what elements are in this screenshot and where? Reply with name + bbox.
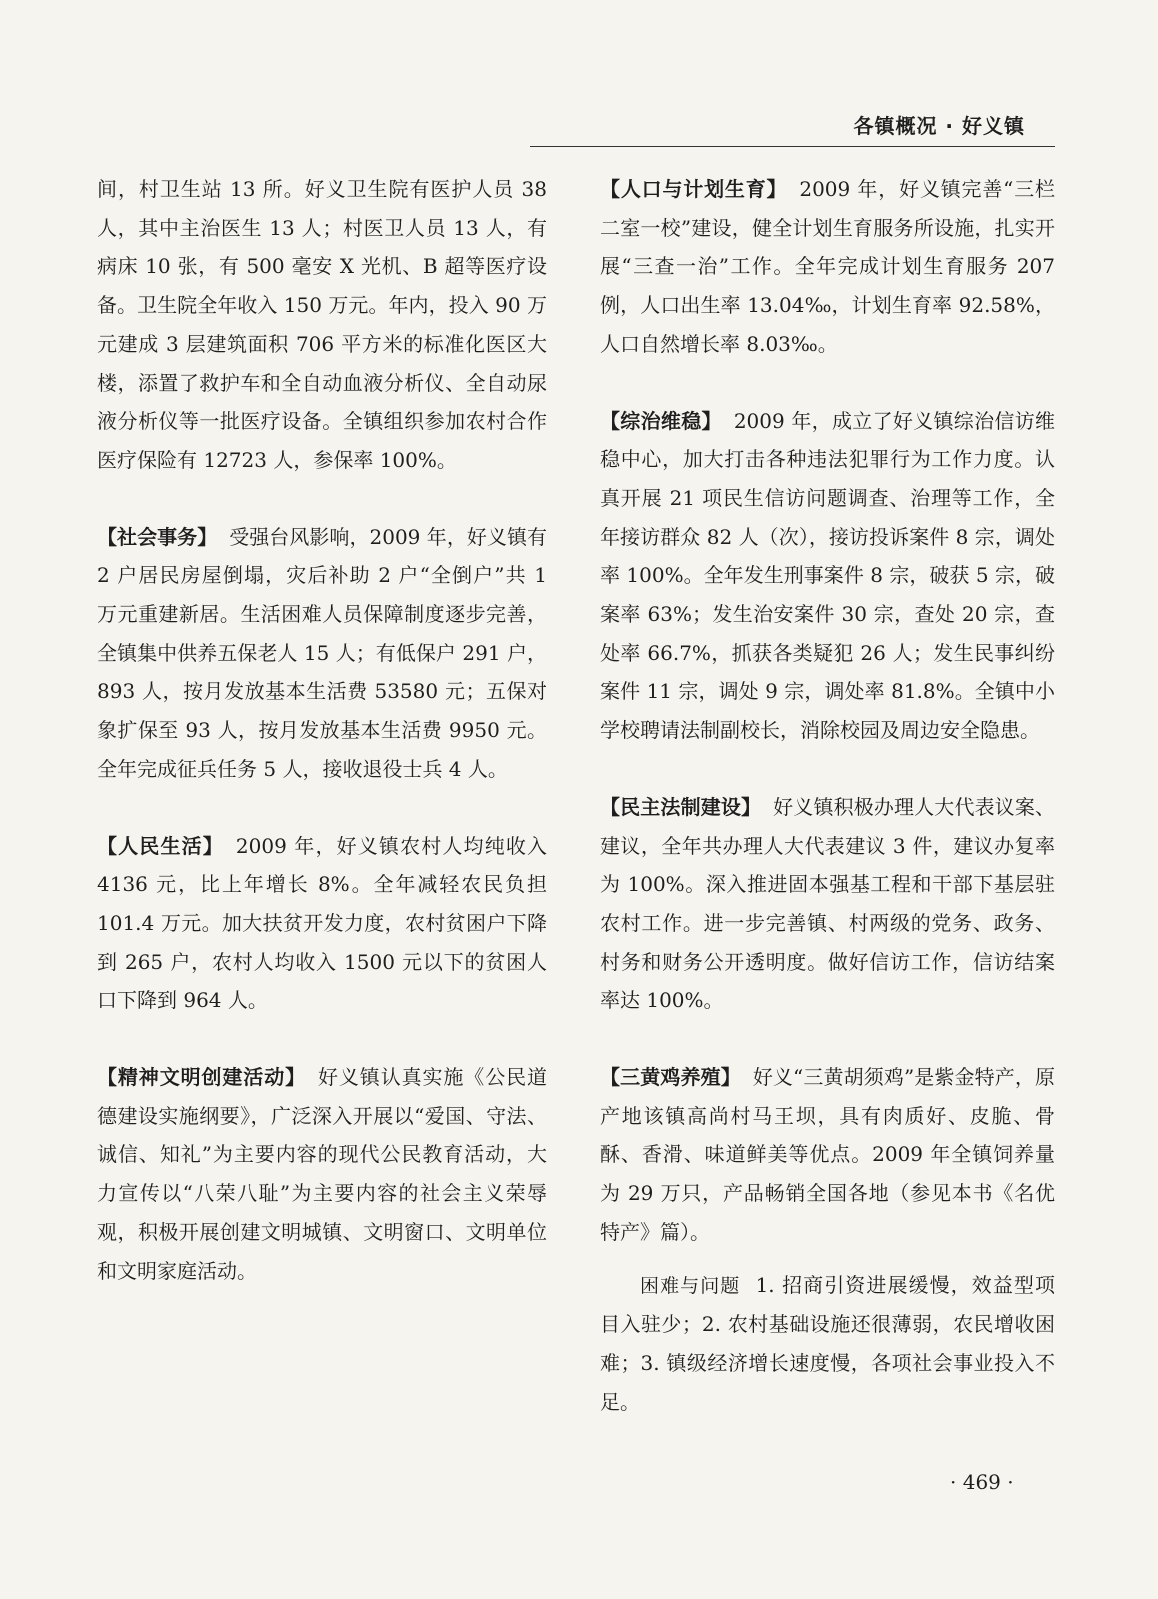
section-title: 【综治维稳】	[600, 408, 722, 433]
subsection-title: 困难与问题	[640, 1274, 741, 1297]
page-number: · 469 ·	[950, 1470, 1014, 1494]
section-chicken	[600, 1058, 1055, 1252]
right-column	[600, 170, 1055, 1421]
section-title: 【社会事务】	[97, 524, 218, 549]
section-body: 好义镇积极办理人大代表议案、建议，全年共办理人大代表建议 3 件，建议办复率为 100%。深入推进固本强基工程和干部下基层驻农村工作。进一步完善镇、村两级的党务、政务、村务和财务公开透明度。做好信访工作，信访结案率达 100%。	[600, 794, 1056, 1013]
section-population	[600, 170, 1055, 364]
section-living	[97, 827, 547, 1021]
section-legal	[600, 788, 1055, 1020]
section-body: 受强台风影响，2009 年，好义镇有 2 户居民房屋倒塌，灾后补助 2 户“全倒户”共 1 万元重建新居。生活困难人员保障制度逐步完善，全镇集中供养五保老人 15 人；有低保户 291 户，893 人，按月发放基本生活费 53580 元；五保对象扩保至 93 人，按月发放基本生活费 9950 元。全年完成征兵任务 5 人，接收退役士兵 4 人。	[97, 524, 547, 781]
left-column	[97, 170, 547, 1290]
section-title: 【精神文明创建活动】	[97, 1065, 306, 1090]
section-body: 好义“三黄胡须鸡”是紫金特产，原产地该镇高尚村马王坝，具有肉质好、皮脆、骨酥、香滑、味道鲜美等优点。2009 年全镇饲养量为 29 万只，产品畅销全国各地（参见本书《名优特产》篇）。	[600, 1065, 1055, 1244]
section-body: 好义镇认真实施《公民道德建设实施纲要》，广泛深入开展以“爱国、守法、诚信、知礼”为主要内容的现代公民教育活动，大力宣传以“八荣八耻”为主要内容的社会主义荣辱观，积极开展创建文明城镇、文明窗口、文明单位和文明家庭活动。	[97, 1065, 547, 1283]
section-body: 2009 年，好义镇农村人均纯收入 4136 元，比上年增长 8%。全年减轻农民负担 101.4 万元。加大扶贫开发力度，农村贫困户下降到 265 户，农村人均收入 1500 元以下的贫困人口下降到 964 人。	[97, 833, 548, 1013]
section-social-affairs	[97, 518, 547, 789]
section-civilization	[97, 1058, 547, 1290]
section-body: 2009 年，好义镇完善“三栏二室一校”建设，健全计划生育服务所设施，扎实开展“三查一治”工作。全年完成计划生育服务 207 例，人口出生率 13.04‰，计划生育率 92.58%，人口自然增长率 8.03‰。	[600, 177, 1056, 356]
section-problems	[600, 1266, 1055, 1422]
running-header	[530, 106, 1055, 147]
section-body: 1. 招商引资进展缓慢，效益型项目入驻少；2. 农村基础设施还很薄弱，农民增收困难；3. 镇级经济增长速度慢，各项社会事业投入不足。	[600, 1272, 1055, 1414]
section-title: 【三黄鸡养殖】	[600, 1065, 741, 1090]
section-body: 2009 年，成立了好义镇综治信访维稳中心，加大打击各种违法犯罪行为工作力度。认真开展 21 项民生信访问题调查、治理等工作，全年接访群众 82 人（次），接访投诉案件 8 宗，调处率 100%。全年发生刑事案件 8 宗，破获 5 宗，破案率 63%；发生治安案件 30 宗，查处 20 宗，查处率 66.7%，抓获各类疑犯 26 人；发生民事纠纷案件 11 宗，调处 9 宗，调处率 81.8%。全镇中小学校聘请法制副校长，消除校园及周边安全隐患。	[600, 408, 1055, 743]
paragraph-health: 间，村卫生站 13 所。好义卫生院有医护人员 38 人，其中主治医生 13 人；村医卫人员 13 人，有病床 10 张，有 500 毫安 X 光机、B 超等医疗设备。卫生院全年收入 150 万元。年内，投入 90 万元建成 3 层建筑面积 706 平方米的标准化医区大楼，添置了救护车和全自动血液分析仪、全自动尿液分析仪等一批医疗设备。全镇组织参加农村合作医疗保险有 12723 人，参保率 100%。	[97, 177, 547, 472]
section-stability	[600, 402, 1055, 750]
section-title: 【人民生活】	[97, 833, 224, 858]
section-title: 【人口与计划生育】	[600, 177, 788, 201]
section-title: 【民主法制建设】	[600, 794, 762, 819]
header-title: 各镇概况 · 好义镇	[853, 114, 1025, 138]
